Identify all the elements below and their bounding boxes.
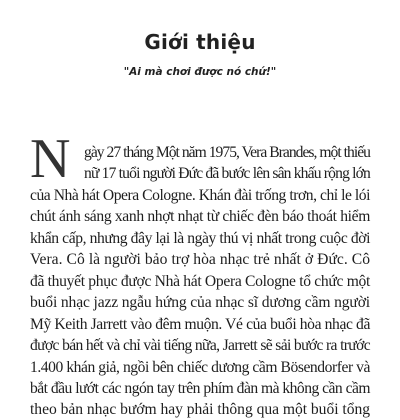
paragraph-line: Mỹ Keith Jarrett vào đêm muộn. Vé của buổi hòa nhạc đã: [30, 316, 370, 333]
paragraph-line: của Nhà hát Opera Cologne. Khán đài trống trơn, chỉ le lói: [30, 187, 370, 204]
paragraph-line: Vera. Cô là người bảo trợ hòa nhạc trẻ nhất ở Đức. Cô: [30, 251, 370, 268]
paragraph-line: khẩn cấp, nhưng đây lại là ngày thú vị nhất trong cuộc đời: [30, 230, 370, 247]
chapter-epigraph: "Ai mà chơi được nó chứ!": [123, 66, 277, 78]
paragraph-line: nữ 17 tuổi người Đức đã bước lên sân khấu rộng lớn: [84, 165, 370, 182]
paragraph-line: được bán hết và chỉ vài tiếng nữa, Jarrett sẽ sải bước ra trước: [30, 337, 370, 354]
paragraph-line: theo bản nhạc bướm hay phải thông qua một buổi tổng: [30, 401, 370, 418]
drop-cap: N: [30, 128, 71, 190]
paragraph-line: 1.400 khán giả, ngồi bên chiếc dương cầm Bösendorfer và: [30, 359, 370, 376]
paragraph-line: chút ánh sáng xanh nhợt nhạt từ chiếc đèn báo thoát hiểm: [30, 208, 370, 225]
paragraph-line: đã thuyết phục được Nhà hát Opera Cologne tổ chức một: [30, 273, 370, 290]
chapter-title: Giới thiệu: [144, 30, 256, 54]
paragraph-line: buổi nhạc jazz ngẫu hứng của nhạc sĩ dương cầm người: [30, 294, 370, 311]
paragraph-line: gày 27 tháng Một năm 1975, Vera Brandes, một thiếu: [84, 144, 370, 161]
paragraph-line: bắt đầu lướt các ngón tay trên phím đàn mà không cần cầm: [30, 380, 370, 397]
